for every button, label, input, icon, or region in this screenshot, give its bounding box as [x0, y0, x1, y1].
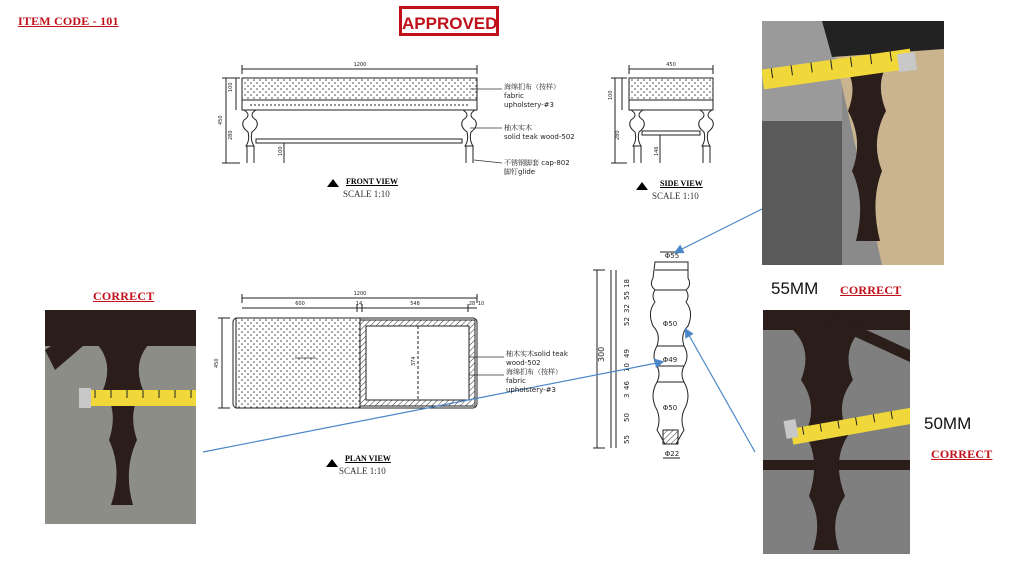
leg-dim-9: 55 — [623, 435, 631, 444]
front-view-drawing — [222, 65, 477, 163]
plan-dim-c: 548 — [410, 301, 420, 307]
front-dim-width: 1200 — [353, 62, 367, 68]
plan-dim-total: 1200 — [353, 291, 367, 297]
front-view-scale: SCALE 1:10 — [343, 189, 390, 199]
plan-dim-inner: 374 — [411, 356, 417, 366]
plan-view-scale: SCALE 1:10 — [339, 466, 386, 476]
leg-dim-0: 18 — [623, 279, 631, 288]
leg-diameter-4: Φ22 — [664, 450, 680, 458]
side-view-title: SIDE VIEW — [660, 179, 703, 188]
side-view-marker-icon — [636, 182, 648, 190]
photo-leg-top-measurement — [762, 21, 944, 265]
side-dim-width: 450 — [666, 62, 676, 68]
plan-dim-b: 14 — [355, 301, 363, 307]
photo-leg-right-measurement — [763, 310, 910, 554]
front-dim-height: 450 — [218, 115, 224, 125]
reference-arrows — [203, 172, 836, 452]
front-view-title: FRONT VIEW — [346, 177, 398, 186]
leg-diameter-0: Φ55 — [664, 252, 680, 260]
front-label-cap: 不锈钢脚套 cap-802 脚钉glide — [504, 159, 570, 176]
right-bottom-mm-label: 50MM — [924, 414, 972, 433]
right-bottom-correct-label: CORRECT — [931, 447, 993, 461]
front-dim-stretcher: 100 — [278, 146, 284, 156]
item-code-title: ITEM CODE - 101 — [18, 14, 119, 28]
leg-diameter-3: Φ50 — [662, 404, 678, 412]
leg-dim-6: 46 — [623, 381, 631, 390]
front-label-teak: 柚木实木 solid teak wood-502 — [504, 124, 575, 141]
front-dim-seat: 100 — [228, 82, 234, 92]
plan-view-title: PLAN VIEW — [345, 454, 391, 463]
arrow-right-photo — [686, 330, 755, 452]
plan-dim-depth: 450 — [214, 358, 220, 368]
leg-dim-8: 50 — [623, 413, 631, 422]
leg-diameter-1: Φ50 — [662, 320, 678, 328]
front-view-marker-icon — [327, 179, 339, 187]
leg-dim-2: 32 — [623, 304, 631, 313]
leg-detail-drawing — [593, 252, 691, 458]
side-dim-h4: 146 — [654, 146, 660, 156]
right-top-correct-label: CORRECT — [840, 283, 902, 297]
side-dim-h3: 280 — [615, 130, 621, 140]
front-label-fabric: 海绵扪布（按样） fabric upholstery-#3 — [504, 83, 560, 109]
plan-label: 柚木实木solid teak wood-502 海绵扪布（按样） fabric upholstery-#3 — [506, 350, 568, 394]
side-dim-h1: 100 — [608, 90, 614, 100]
leg-diameter-2: Φ49 — [662, 356, 678, 364]
front-dim-leg: 280 — [228, 130, 234, 140]
side-view-drawing — [611, 65, 713, 163]
leg-dim-1: 55 — [623, 291, 631, 300]
left-correct-label: CORRECT — [93, 289, 155, 303]
leg-dim-5: 10 — [623, 363, 631, 372]
leg-dim-3: 52 — [623, 317, 631, 326]
right-top-mm-label: 55MM — [771, 279, 819, 298]
approved-stamp: APPROVED — [399, 6, 499, 36]
photo-leg-left-measurement — [45, 310, 196, 524]
leg-left-dims — [623, 279, 631, 444]
leg-dim-7: 3 — [623, 393, 631, 398]
leg-dim-4: 49 — [623, 349, 631, 358]
leg-total-height: 300 — [597, 346, 606, 362]
plan-dim-e: 10 — [477, 301, 485, 307]
plan-dim-d: 28 — [468, 301, 476, 307]
plan-dim-a: 600 — [295, 301, 305, 307]
side-view-scale: SCALE 1:10 — [652, 191, 699, 201]
plan-view-marker-icon — [326, 459, 338, 467]
